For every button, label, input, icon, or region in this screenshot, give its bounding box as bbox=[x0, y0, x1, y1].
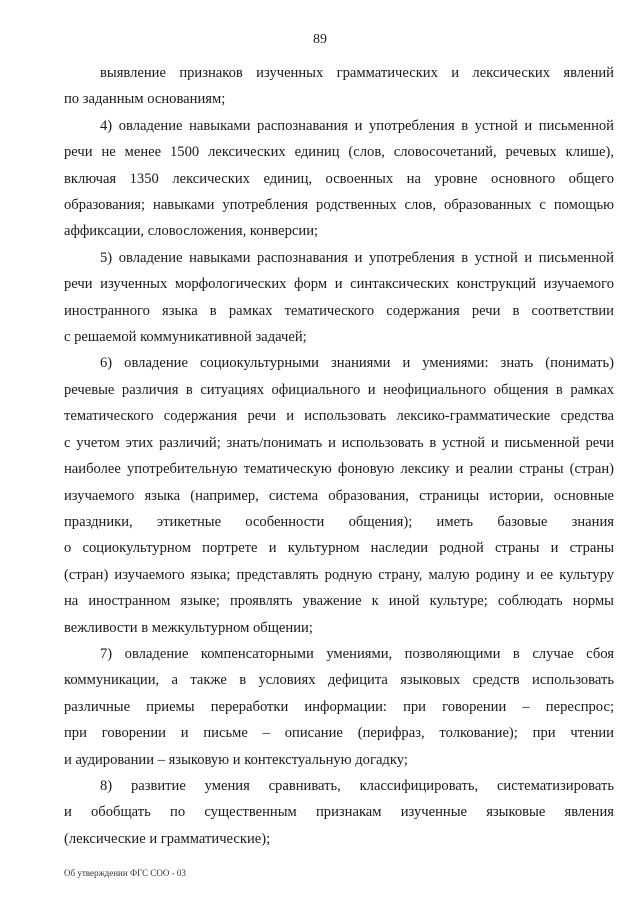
text-line: 7) овладение компенсаторными умениями, позволяющими в случае сбоя bbox=[100, 645, 614, 662]
text-line: 4) овладение навыками распознавания и употребления в устной и письменной bbox=[100, 117, 614, 134]
text-line: речи изученных морфологических форм и синтаксических конструкций изучаемого bbox=[64, 276, 614, 293]
text-line: выявление признаков изученных грамматических и лексических явлений bbox=[100, 65, 614, 81]
text-line: праздники, этикетные особенности общения); иметь базовые знания bbox=[64, 513, 614, 530]
paragraph-item-7 bbox=[64, 641, 614, 773]
paragraph-item-8 bbox=[64, 773, 614, 852]
text-line: по заданным основаниям; bbox=[64, 91, 226, 108]
document-body bbox=[64, 60, 614, 852]
paragraph-continuation bbox=[64, 60, 614, 113]
text-line: образования; навыками употребления родственных слов, образованных с помощью bbox=[64, 197, 614, 214]
text-line: изучаемого языка (например, система образования, страницы истории, основные bbox=[64, 487, 614, 504]
paragraph-item-6 bbox=[64, 350, 614, 640]
text-line: тематического содержания речи и использовать лексико-грамматические средства bbox=[64, 408, 614, 425]
text-line: 5) овладение навыками распознавания и употребления в устной и письменной bbox=[100, 249, 614, 266]
text-line: на иностранном языке; проявлять уважение к иной культуре; соблюдать нормы bbox=[64, 593, 614, 610]
text-line: с учетом этих различий; знать/понимать и использовать в устной и письменной речи bbox=[64, 434, 614, 451]
text-line: при говорении и письме – описание (перифраз, толкование); при чтении bbox=[64, 725, 614, 742]
text-line: и обобщать по существенным признакам изученные языковые явления bbox=[64, 804, 614, 821]
text-line: речевые различия в ситуациях официального и неофициального общения в рамках bbox=[64, 381, 614, 398]
text-line: иностранного языка в рамках тематического содержания речи в соответствии bbox=[64, 302, 614, 319]
text-line: вежливости в межкультурном общении; bbox=[64, 619, 313, 636]
text-line: коммуникации, а также в условиях дефицита языковых средств использовать bbox=[64, 672, 614, 689]
paragraph-item-4 bbox=[64, 113, 614, 245]
text-line: различные приемы переработки информации: при говорении – переспрос; bbox=[64, 698, 614, 715]
text-line: с решаемой коммуникативной задачей; bbox=[64, 329, 307, 346]
text-line: о социокультурном портрете и культурном наследии родной страны и страны bbox=[64, 540, 614, 557]
text-line: и аудировании – языковую и контекстуальную догадку; bbox=[64, 751, 408, 768]
page-number: 89 bbox=[313, 32, 327, 47]
text-line: речи не менее 1500 лексических единиц (слов, словосочетаний, речевых клише), bbox=[64, 144, 614, 161]
text-line: 8) развитие умения сравнивать, классифицировать, систематизировать bbox=[100, 777, 614, 794]
text-line: (лексические и грамматические); bbox=[64, 830, 271, 847]
text-line: включая 1350 лексических единиц, освоенных на уровне основного общего bbox=[64, 170, 614, 187]
text-line: 6) овладение социокультурными знаниями и умениями: знать (понимать) bbox=[100, 355, 614, 372]
text-line: (стран) изучаемого языка; представлять родную страну, малую родину и ее культуру bbox=[64, 566, 614, 583]
page-footer: Об утверждении ФГС СОО - 03 bbox=[64, 868, 186, 878]
text-line: аффиксации, словосложения, конверсии; bbox=[64, 223, 319, 240]
text-line: наиболее употребительную тематическую фоновую лексику и реалии страны (стран) bbox=[64, 461, 614, 478]
paragraph-item-5 bbox=[64, 245, 614, 351]
